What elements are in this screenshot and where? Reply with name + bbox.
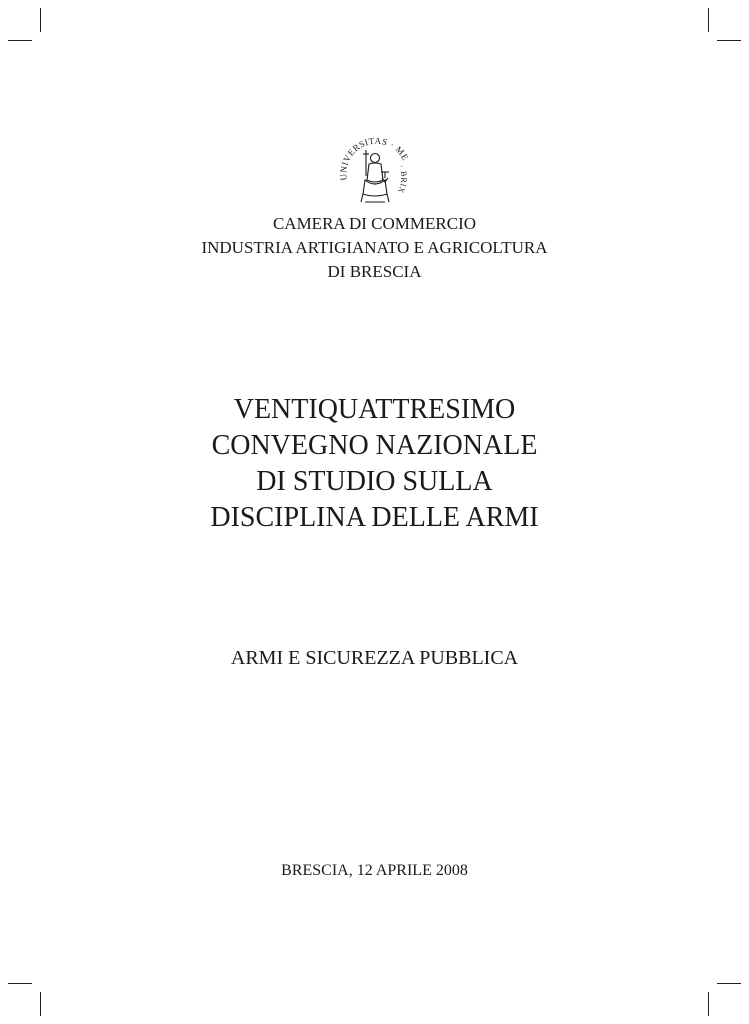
seated-figure xyxy=(361,150,389,202)
crop-mark-bottom-right-horizontal xyxy=(717,983,741,984)
crop-mark-bottom-right-vertical xyxy=(708,992,709,1016)
title-line-2: CONVEGNO NAZIONALE xyxy=(211,430,538,461)
crop-mark-top-right-horizontal xyxy=(717,40,741,41)
crop-mark-top-left-vertical xyxy=(40,8,41,32)
title-line-4: DISCIPLINA DELLE ARMI xyxy=(210,502,539,533)
seal-text-arc-right: · BRIX xyxy=(396,163,409,195)
chamber-seal-logo xyxy=(325,122,425,214)
organization-line-1: CAMERA DI COMMERCIO xyxy=(272,214,477,233)
place-and-date: BRESCIA, 12 APRILE 2008 xyxy=(281,862,468,879)
document-title xyxy=(0,392,749,536)
organization-line-2: INDUSTRIA ARTIGIANATO E AGRICOLTURA xyxy=(201,238,548,257)
crop-mark-top-right-vertical xyxy=(708,8,709,32)
document-subtitle: ARMI E SICUREZZA PUBBLICA xyxy=(230,647,519,669)
crop-mark-bottom-left-horizontal xyxy=(8,983,32,984)
crop-mark-bottom-left-vertical xyxy=(40,992,41,1016)
seal-text-arc-top: UNIVERSITAS · ME xyxy=(338,135,411,181)
svg-text:· BRIX xyxy=(396,164,408,195)
organization-line-3: DI BRESCIA xyxy=(327,262,422,281)
justice-figure-seal-icon xyxy=(325,122,425,214)
title-line-3: DI STUDIO SULLA xyxy=(256,466,493,497)
organization-name xyxy=(0,212,749,284)
crop-mark-top-left-horizontal xyxy=(8,40,32,41)
title-line-1: VENTIQUATTRESIMO xyxy=(233,394,516,425)
